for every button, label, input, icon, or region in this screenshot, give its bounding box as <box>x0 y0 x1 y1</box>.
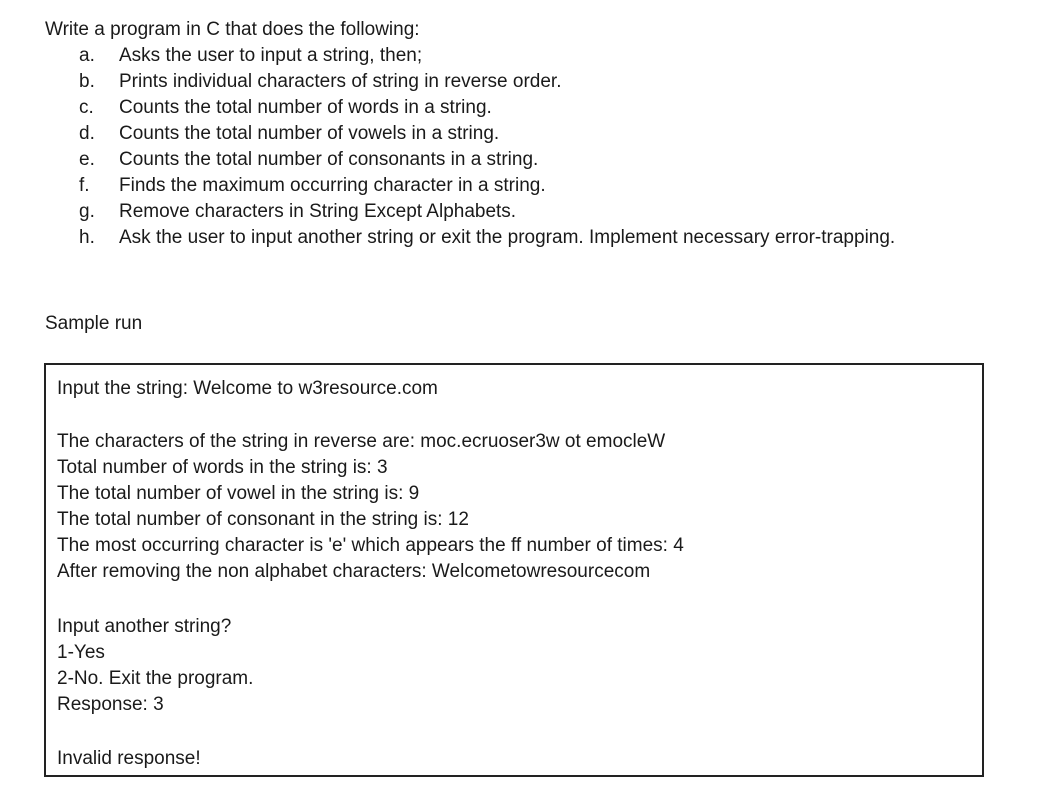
task-text: Asks the user to input a string, then; <box>119 45 423 66</box>
task-list <box>79 43 994 251</box>
sample-run-box <box>44 363 984 777</box>
task-item-b <box>79 69 994 95</box>
assignment-intro: Write a program in C that does the following: <box>45 19 420 40</box>
console-line-prompt: Input another string? <box>57 616 232 637</box>
task-item-d <box>79 121 994 147</box>
console-line-error: Invalid response! <box>57 748 201 769</box>
sample-run-label: Sample run <box>45 313 143 334</box>
task-item-g <box>79 199 994 225</box>
task-item-h <box>79 225 994 251</box>
console-line-words: Total number of words in the string is: 3 <box>57 457 388 478</box>
task-marker: d. <box>79 123 95 144</box>
task-item-e <box>79 147 994 173</box>
task-text: Counts the total number of consonants in a string. <box>119 149 539 170</box>
task-marker: b. <box>79 71 95 92</box>
console-line-option-no: 2-No. Exit the program. <box>57 668 254 689</box>
task-marker: e. <box>79 149 95 170</box>
task-text: Prints individual characters of string in reverse order. <box>119 71 562 92</box>
task-text: Remove characters in String Except Alphabets. <box>119 201 517 222</box>
task-text: Finds the maximum occurring character in a string. <box>119 175 546 196</box>
task-item-a <box>79 43 994 69</box>
task-text: Counts the total number of words in a string. <box>119 97 492 118</box>
task-marker: g. <box>79 201 95 222</box>
task-marker: f. <box>79 175 90 196</box>
console-line-max-char: The most occurring character is 'e' which appears the ff number of times: 4 <box>57 535 684 556</box>
task-item-f <box>79 173 994 199</box>
task-marker: h. <box>79 227 95 248</box>
task-marker: c. <box>79 97 94 118</box>
console-line-vowels: The total number of vowel in the string is: 9 <box>57 483 420 504</box>
console-line-reverse: The characters of the string in reverse are: moc.ecruoser3w ot emocleW <box>57 431 666 452</box>
console-line-alphabet-only: After removing the non alphabet characters: Welcometowresourcecom <box>57 561 651 582</box>
task-text: Counts the total number of vowels in a string. <box>119 123 500 144</box>
console-line-input: Input the string: Welcome to w3resource.com <box>57 378 438 399</box>
console-line-response: Response: 3 <box>57 694 164 715</box>
task-item-c <box>79 95 994 121</box>
console-line-option-yes: 1-Yes <box>57 642 105 663</box>
console-line-consonants: The total number of consonant in the string is: 12 <box>57 509 469 530</box>
task-text: Ask the user to input another string or exit the program. Implement necessary error-trapping. <box>119 227 896 248</box>
task-marker: a. <box>79 45 95 66</box>
